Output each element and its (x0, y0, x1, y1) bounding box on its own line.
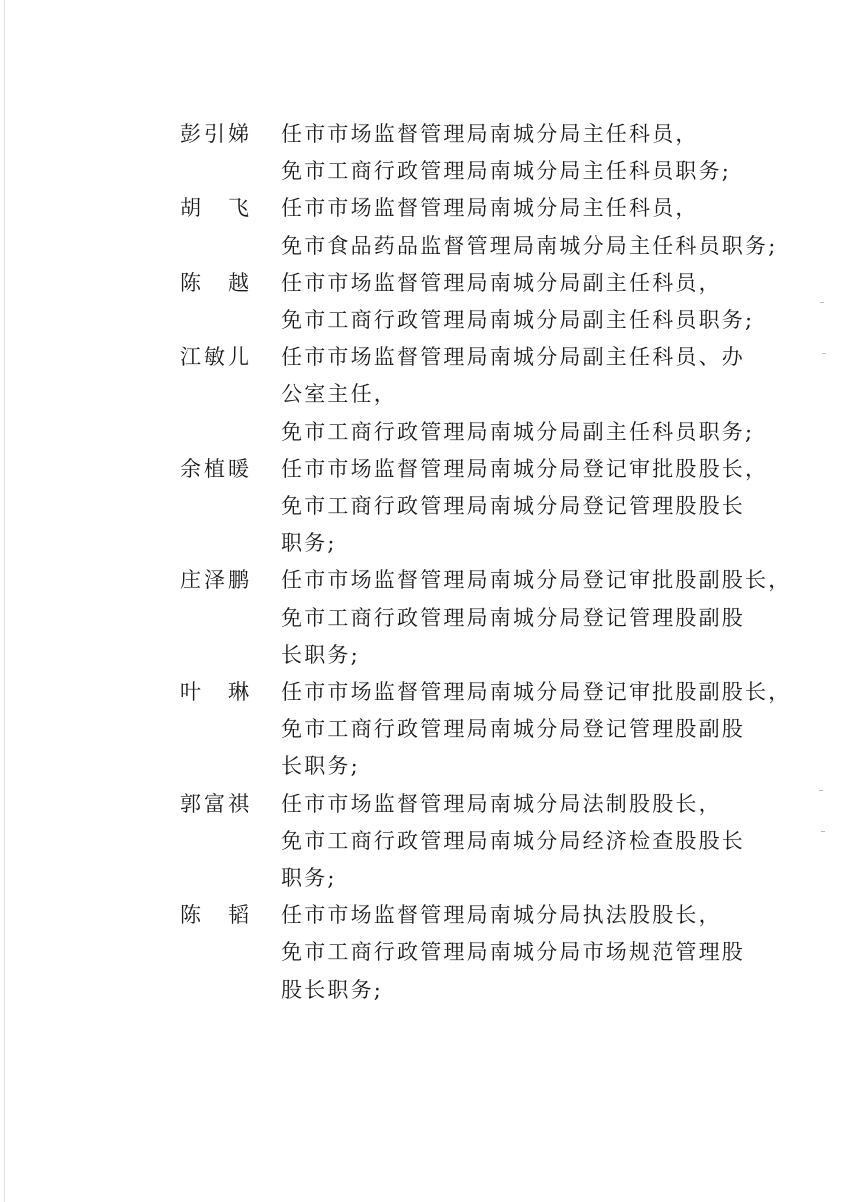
appointment-line-continued: 职务; (281, 866, 337, 890)
person-name: 余 植 暖 (180, 456, 250, 481)
appointment-line-continued: 免市工商行政管理局南城分局登记管理股副股 (281, 605, 745, 630)
person-name: 陈 越 (180, 270, 250, 295)
appointment-line: 任市市场监督管理局南城分局登记审批股副股长， (281, 680, 792, 704)
appointment-line-continued: 免市食品药品监督管理局南城分局主任科员职务; (281, 233, 778, 258)
appointment-line: 任市市场监督管理局南城分局副主任科员、办 (281, 345, 745, 370)
appointment-line: 任市市场监督管理局南城分局登记审批股股长， (281, 456, 769, 481)
person-name: 叶 琳 (180, 680, 250, 704)
appointment-line-continued: 免市工商行政管理局南城分局副主任科员职务; (281, 308, 755, 332)
appointment-line-continued: 职务; (281, 531, 337, 556)
appointment-line-continued: 股长职务; (281, 977, 384, 1002)
appointment-line-continued: 免市工商行政管理局南城分局经济检查股股长 (281, 828, 745, 853)
person-name: 彭 引 娣 (180, 122, 250, 146)
appointment-line: 任市市场监督管理局南城分局主任科员， (281, 196, 699, 221)
appointment-line-continued: 长职务; (281, 754, 360, 779)
appointment-line-continued: 免市工商行政管理局南城分局主任科员职务; (281, 159, 732, 184)
appointment-line: 任市市场监督管理局南城分局执法股股长， (281, 903, 722, 928)
person-name: 江 敏 儿 (180, 345, 250, 370)
appointment-line-continued: 免市工商行政管理局南城分局登记管理股副股 (281, 717, 745, 742)
appointment-line-continued: 长职务; (281, 642, 360, 667)
appointment-line: 任市市场监督管理局南城分局法制股股长， (281, 791, 722, 816)
person-name: 郭 富 祺 (180, 791, 250, 816)
appointment-line: 任市市场监督管理局南城分局主任科员， (281, 122, 699, 146)
appointment-line: 任市市场监督管理局南城分局登记审批股副股长， (281, 568, 792, 593)
appointment-line: 任市市场监督管理局南城分局副主任科员， (281, 270, 722, 295)
person-name: 陈 韬 (180, 903, 250, 928)
appointment-line-continued: 免市工商行政管理局南城分局登记管理股股长 (281, 494, 745, 518)
appointment-line-continued: 免市工商行政管理局南城分局副主任科员职务; (281, 419, 755, 444)
appointment-line-continued: 免市工商行政管理局南城分局市场规范管理股 (281, 940, 745, 965)
appointment-line-continued: 公室主任， (281, 382, 397, 407)
person-name: 胡 飞 (180, 196, 250, 221)
person-name: 庄 泽 鹏 (180, 568, 250, 593)
